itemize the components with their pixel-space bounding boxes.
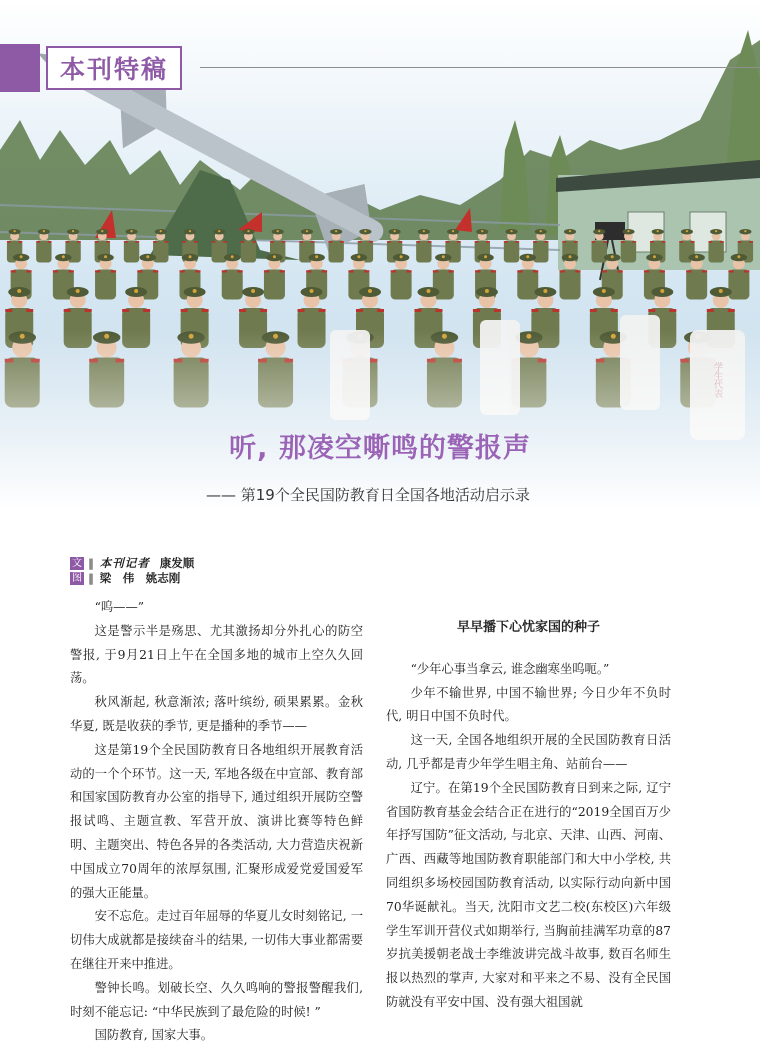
byline <box>70 556 194 586</box>
byline-writer: 康发顺 <box>159 556 195 570</box>
paragraph: “少年心事当拿云, 谁念幽寒坐呜呃。” <box>410 661 610 676</box>
paragraph: 辽宁。在第19个全民国防教育日到来之际, 辽宁省国防教育基金会结合正在进行的“2019全国百万少年抒写国防”征文活动, 与北京、天津、山西、河南、广西、西藏等地国防教育职能部门和大中小学校, 共同组织多场校园国防教育活动, 以实际行动向新中国70华诞献礼。当天, 沈阳市文艺二校(东校区)六年级学生军训开营仪式如期举行, 当胸前挂满军功章的87岁抗美援朝老战士李维波讲完战斗故事, 数百名师生报以热烈的掌声, 大家对和平来之不易、没有全民国防就没有平安中国、没有强大祖国就 <box>386 780 671 1009</box>
article-headline: 听, 那凌空嘶鸣的警报声 <box>229 433 531 464</box>
article-subhead: —— 第19个全民国防教育日全国各地活动启示录 <box>206 486 530 504</box>
section-tag-label: 本刊特稿 <box>46 46 182 90</box>
paragraph: 国防教育, 国家大事。 <box>94 1028 214 1043</box>
byline-role: 本刊记者 <box>99 556 150 570</box>
paragraph: 少年不输世界, 中国不输世界; 今日少年不负时代, 明日中国不负时代。 <box>386 685 671 724</box>
paragraph: 这一天, 全国各地组织开展的全民国防教育日活动, 几乎都是青少年学生唱主角、站前台—— <box>386 733 671 771</box>
section-tag-rule <box>200 67 760 68</box>
byline-writer-row <box>70 556 194 571</box>
section-tag <box>0 44 182 92</box>
left-column <box>70 596 363 1048</box>
paragraph: 警钟长鸣。划破长空、久久鸣响的警报警醒我们, 时刻不能忘记: “中华民族到了最危险的时候! ” <box>70 980 363 1019</box>
paragraph: 这是第19个全民国防教育日各地组织开展教育活动的一个个环节。这一天, 军地各级在中宣部、教育部和国家国防教育办公室的指导下, 通过组织开展防空警报试鸣、主题宣教、军营开放、演讲比赛等特色鲜明、主题突出、特色各异的各类活动, 大力营造庆祝新中国成立70周年的浓厚氛围, 汇聚形成爱党爱国爱军的强大正能量。 <box>70 742 363 900</box>
text-credit-label: 文 <box>72 558 82 569</box>
byline-separator: ‖ <box>88 571 94 585</box>
paragraph: 这是警示半是殇思、尤其激扬却分外扎心的防空警报, 于9月21日上午在全国多地的城市上空久久回荡。 <box>70 623 363 686</box>
section-tag-bar <box>0 44 40 92</box>
paragraph: 秋风渐起, 秋意渐浓; 落叶缤纷, 硕果累累。金秋华夏, 既是收获的季节, 更是播种的季节—— <box>70 695 363 733</box>
byline-photo-row <box>70 571 194 586</box>
right-column <box>386 616 671 1015</box>
paragraph: 安不忘危。走过百年屈辱的华夏儿女时刻铭记, 一切伟大成就都是接续奋斗的结果, 一切伟大事业都需要在继往开来中推进。 <box>70 909 363 971</box>
byline-photographers: 梁 伟 姚志刚 <box>99 571 181 585</box>
photo-credit-label: 图 <box>72 573 82 584</box>
paragraph: “呜——” <box>94 600 145 614</box>
section-heading: 早早播下心忧家国的种子 <box>456 620 600 635</box>
byline-separator: ‖ <box>88 556 94 570</box>
